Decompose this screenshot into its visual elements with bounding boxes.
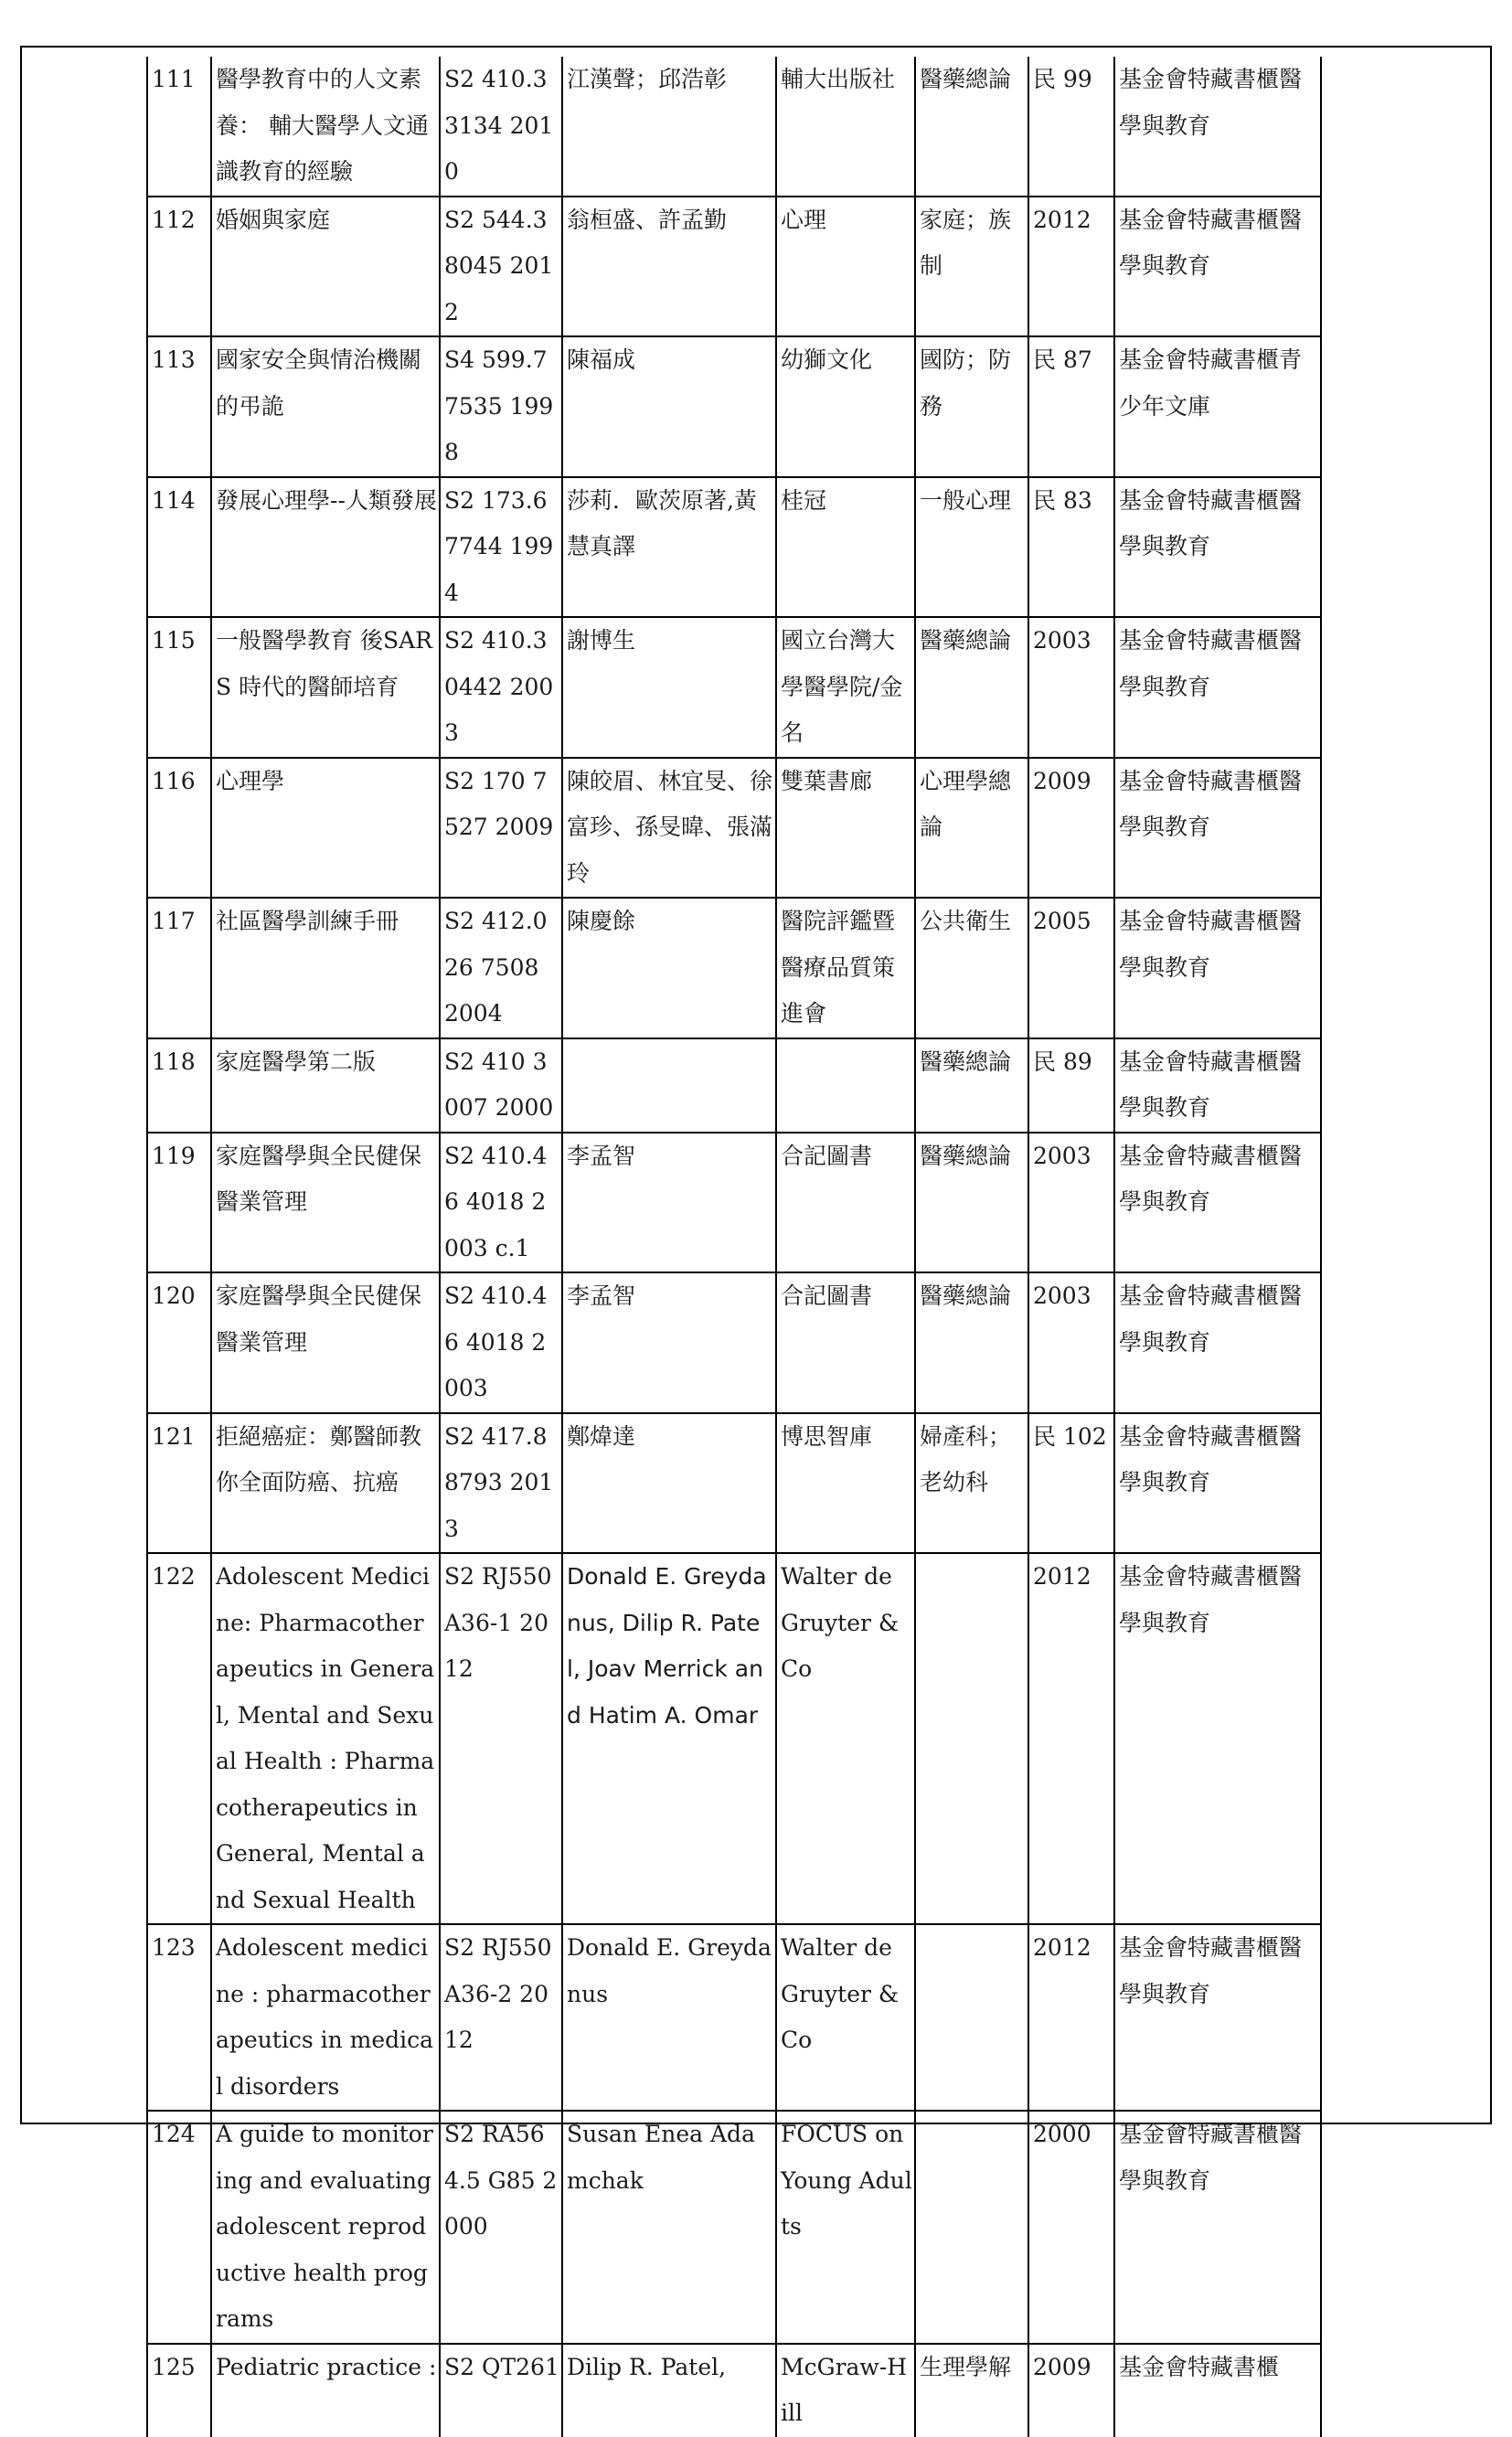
subject: 國防；防務 (915, 336, 1028, 477)
item-number: 123 (147, 1924, 211, 2111)
subject: 醫藥總論 (915, 617, 1028, 758)
book-title: Adolescent medicine : pharmacotherapeutics in medical disorders (211, 1924, 440, 2111)
call-number: S2 412.026 7508 2004 (440, 898, 562, 1038)
call-number: S2 417.8 8793 2013 (440, 1413, 562, 1554)
table-row (147, 2111, 1321, 2344)
table-row (147, 1413, 1321, 1554)
call-number: S2 410.3 3134 2010 (440, 57, 562, 197)
book-title: 一般醫學教育 後SARS 時代的醫師培育 (211, 617, 440, 758)
book-title: 家庭醫學與全民健保醫業管理 (211, 1133, 440, 1273)
table-row (147, 617, 1321, 758)
location: 基金會特藏書櫃醫學與教育 (1114, 2111, 1321, 2344)
book-title: Pediatric practice : (211, 2344, 440, 2437)
item-number: 125 (147, 2344, 211, 2437)
location: 基金會特藏書櫃醫學與教育 (1114, 617, 1321, 758)
call-number: S2 544.3 8045 2012 (440, 197, 562, 337)
author: 鄭煒達 (562, 1413, 776, 1554)
publisher: 幼獅文化 (776, 336, 915, 477)
table-row (147, 1553, 1321, 1924)
year: 2012 (1028, 197, 1114, 337)
call-number: S2 170 7527 2009 (440, 758, 562, 899)
call-number: S4 599.7 7535 1998 (440, 336, 562, 477)
table-row (147, 898, 1321, 1038)
item-number: 121 (147, 1413, 211, 1554)
location: 基金會特藏書櫃醫學與教育 (1114, 1413, 1321, 1554)
subject: 婦產科；老幼科 (915, 1413, 1028, 1554)
location: 基金會特藏書櫃醫學與教育 (1114, 758, 1321, 899)
table-row (147, 197, 1321, 337)
author: 李孟智 (562, 1133, 776, 1273)
author: 翁桓盛、許孟勤 (562, 197, 776, 337)
publisher: 合記圖書 (776, 1272, 915, 1413)
location: 基金會特藏書櫃醫學與教育 (1114, 57, 1321, 197)
item-number: 114 (147, 477, 211, 618)
publisher: Walter de Gruyter & Co (776, 1553, 915, 1924)
item-number: 113 (147, 336, 211, 477)
item-number: 112 (147, 197, 211, 337)
author: Susan Enea Adamchak (562, 2111, 776, 2344)
publisher (776, 1038, 915, 1133)
author: 陳福成 (562, 336, 776, 477)
subject: 一般心理 (915, 477, 1028, 618)
call-number: S2 410 3007 2000 (440, 1038, 562, 1133)
table-row (147, 336, 1321, 477)
book-title: 心理學 (211, 758, 440, 899)
location: 基金會特藏書櫃醫學與教育 (1114, 1924, 1321, 2111)
call-number: S2 QT261 (440, 2344, 562, 2437)
subject (915, 2111, 1028, 2344)
publisher: McGraw-Hill (776, 2344, 915, 2437)
year: 民 87 (1028, 336, 1114, 477)
table-row (147, 2344, 1321, 2437)
subject: 醫藥總論 (915, 1272, 1028, 1413)
year: 2000 (1028, 2111, 1114, 2344)
location: 基金會特藏書櫃醫學與教育 (1114, 1553, 1321, 1924)
author: 陳慶餘 (562, 898, 776, 1038)
book-title: 拒絕癌症：鄭醫師教你全面防癌、抗癌 (211, 1413, 440, 1554)
publisher: Walter de Gruyter & Co (776, 1924, 915, 2111)
item-number: 120 (147, 1272, 211, 1413)
location: 基金會特藏書櫃醫學與教育 (1114, 1038, 1321, 1133)
subject (915, 1553, 1028, 1924)
call-number: S2 410.3 0442 2003 (440, 617, 562, 758)
item-number: 119 (147, 1133, 211, 1273)
subject: 醫藥總論 (915, 1133, 1028, 1273)
subject: 心理學總論 (915, 758, 1028, 899)
location: 基金會特藏書櫃醫學與教育 (1114, 1133, 1321, 1273)
catalog-table (146, 57, 1322, 2437)
year: 民 89 (1028, 1038, 1114, 1133)
call-number: S2 RJ550 A36-1 2012 (440, 1553, 562, 1924)
book-title: Adolescent Medicine: Pharmacotherapeutics in General, Mental and Sexual Health : Pharmacotherapeutics in General, Mental and Sexual Health (211, 1553, 440, 1924)
author: 莎莉．歐茨原著,黃慧真譯 (562, 477, 776, 618)
call-number: S2 410.46 4018 2003 (440, 1272, 562, 1413)
subject: 公共衛生 (915, 898, 1028, 1038)
table-row (147, 477, 1321, 618)
call-number: S2 RJ550 A36-2 2012 (440, 1924, 562, 2111)
location: 基金會特藏書櫃 (1114, 2344, 1321, 2437)
table-row (147, 758, 1321, 899)
subject: 生理學解 (915, 2344, 1028, 2437)
year: 2009 (1028, 758, 1114, 899)
book-title: 社區醫學訓練手冊 (211, 898, 440, 1038)
year: 2003 (1028, 617, 1114, 758)
book-title: 家庭醫學與全民健保醫業管理 (211, 1272, 440, 1413)
author: 江漢聲；邱浩彰 (562, 57, 776, 197)
publisher: 醫院評鑑暨醫療品質策進會 (776, 898, 915, 1038)
book-title: 國家安全與情治機關的弔詭 (211, 336, 440, 477)
table-row (147, 1924, 1321, 2111)
publisher: 心理 (776, 197, 915, 337)
item-number: 117 (147, 898, 211, 1038)
item-number: 115 (147, 617, 211, 758)
subject: 醫藥總論 (915, 57, 1028, 197)
book-title: 發展心理學--人類發展 (211, 477, 440, 618)
call-number: S2 RA564.5 G85 2000 (440, 2111, 562, 2344)
subject: 家庭；族制 (915, 197, 1028, 337)
book-title: 婚姻與家庭 (211, 197, 440, 337)
book-title: A guide to monitoring and evaluating adolescent reproductive health programs (211, 2111, 440, 2344)
item-number: 116 (147, 758, 211, 899)
year: 2012 (1028, 1924, 1114, 2111)
item-number: 124 (147, 2111, 211, 2344)
location: 基金會特藏書櫃青少年文庫 (1114, 336, 1321, 477)
year: 2003 (1028, 1133, 1114, 1273)
item-number: 118 (147, 1038, 211, 1133)
publisher: 國立台灣大學醫學院/金名 (776, 617, 915, 758)
author: Donald E. Greydanus (562, 1924, 776, 2111)
author: 李孟智 (562, 1272, 776, 1413)
book-title: 醫學教育中的人文素養： 輔大醫學人文通識教育的經驗 (211, 57, 440, 197)
item-number: 122 (147, 1553, 211, 1924)
publisher: 雙葉書廊 (776, 758, 915, 899)
table-row (147, 57, 1321, 197)
publisher: 桂冠 (776, 477, 915, 618)
year: 民 102 (1028, 1413, 1114, 1554)
table-row (147, 1038, 1321, 1133)
author: Donald E. Greydanus, Dilip R. Patel, Joav Merrick and Hatim A. Omar (562, 1553, 776, 1924)
author: Dilip R. Patel, (562, 2344, 776, 2437)
item-number: 111 (147, 57, 211, 197)
table-row (147, 1272, 1321, 1413)
book-title: 家庭醫學第二版 (211, 1038, 440, 1133)
call-number: S2 410.46 4018 2003 c.1 (440, 1133, 562, 1273)
call-number: S2 173.6 7744 1994 (440, 477, 562, 618)
publisher: 博思智庫 (776, 1413, 915, 1554)
year: 2012 (1028, 1553, 1114, 1924)
location: 基金會特藏書櫃醫學與教育 (1114, 197, 1321, 337)
location: 基金會特藏書櫃醫學與教育 (1114, 477, 1321, 618)
author (562, 1038, 776, 1133)
year: 民 99 (1028, 57, 1114, 197)
publisher: 輔大出版社 (776, 57, 915, 197)
author: 陳皎眉、林宜旻、徐富珍、孫旻暐、張滿玲 (562, 758, 776, 899)
publisher: 合記圖書 (776, 1133, 915, 1273)
year: 2003 (1028, 1272, 1114, 1413)
publisher: FOCUS on Young Adults (776, 2111, 915, 2344)
author: 謝博生 (562, 617, 776, 758)
year: 民 83 (1028, 477, 1114, 618)
location: 基金會特藏書櫃醫學與教育 (1114, 898, 1321, 1038)
year: 2009 (1028, 2344, 1114, 2437)
subject (915, 1924, 1028, 2111)
year: 2005 (1028, 898, 1114, 1038)
subject: 醫藥總論 (915, 1038, 1028, 1133)
location: 基金會特藏書櫃醫學與教育 (1114, 1272, 1321, 1413)
table-row (147, 1133, 1321, 1273)
